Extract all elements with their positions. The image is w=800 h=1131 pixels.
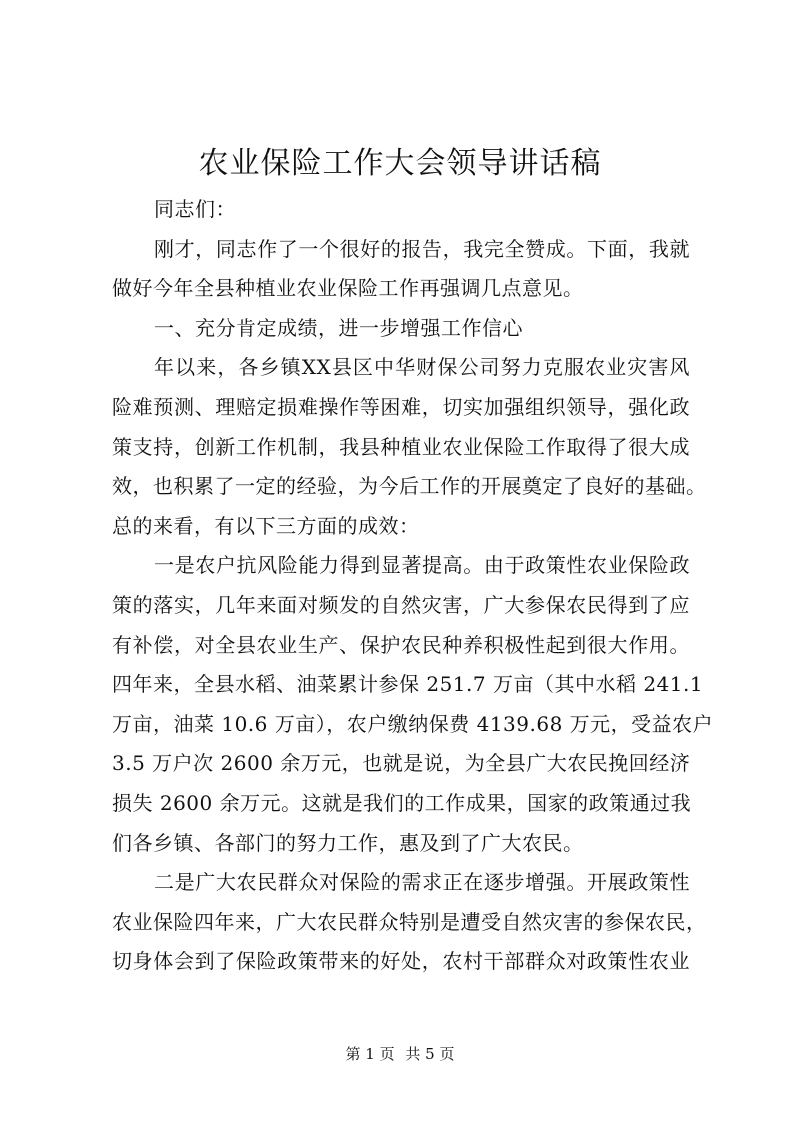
body-line: 有补偿，对全县农业生产、保护农民种养积极性起到很大作用。	[112, 632, 690, 657]
body-line: 年以来，各乡镇XX县区中华财保公司努力克服农业灾害风	[154, 355, 690, 380]
body-line: 四年来，全县水稻、油菜累计参保 251.7 万亩（其中水稻 241.1	[112, 672, 704, 697]
page-footer	[0, 1044, 800, 1064]
document-title: 农业保险工作大会领导讲话稿	[198, 146, 602, 181]
body-line: 同志们：	[154, 197, 236, 221]
body-line: 切身体会到了保险政策带来的好处，农村干部群众对政策性农业	[112, 949, 690, 974]
body-line: 策支持，创新工作机制，我县种植业农业保险工作取得了很大成	[112, 434, 690, 459]
body-line: 3.5 万户次 2600 余万元，也就是说，为全县广大农民挽回经济	[112, 751, 691, 776]
body-line: 险难预测、理赔定损难操作等困难，切实加强组织领导，强化政	[112, 394, 690, 419]
body-line: 二是广大农民群众对保险的需求正在逐步增强。开展政策性	[154, 870, 690, 895]
body-line: 农业保险四年来，广大农民群众特别是遭受自然灾害的参保农民，	[112, 909, 707, 934]
body-line: 万亩，油菜 10.6 万亩），农户缴纳保费 4139.68 万元，受益农户	[112, 711, 714, 736]
body-line: 效，也积累了一定的经验，为今后工作的开展奠定了良好的基础。	[112, 474, 707, 499]
document-body	[112, 190, 714, 982]
body-line: 策的落实，几年来面对频发的自然灾害，广大参保农民得到了应	[112, 592, 690, 617]
section-heading: 一、充分肯定成绩，进一步增强工作信心	[154, 315, 523, 340]
body-line: 一是农户抗风险能力得到显著提高。由于政策性农业保险政	[154, 553, 690, 578]
body-line: 损失 2600 余万元。这就是我们的工作成果，国家的政策通过我	[112, 790, 692, 815]
page-total: 共 5 页	[405, 1045, 455, 1063]
body-line: 刚才，同志作了一个很好的报告，我完全赞成。下面，我就	[154, 236, 690, 261]
page-number: 第 1 页	[345, 1045, 395, 1063]
body-line: 做好今年全县种植业农业保险工作再强调几点意见。	[112, 276, 584, 301]
body-line: 总的来看，有以下三方面的成效：	[112, 513, 420, 538]
body-line: 们各乡镇、各部门的努力工作，惠及到了广大农民。	[112, 830, 584, 855]
